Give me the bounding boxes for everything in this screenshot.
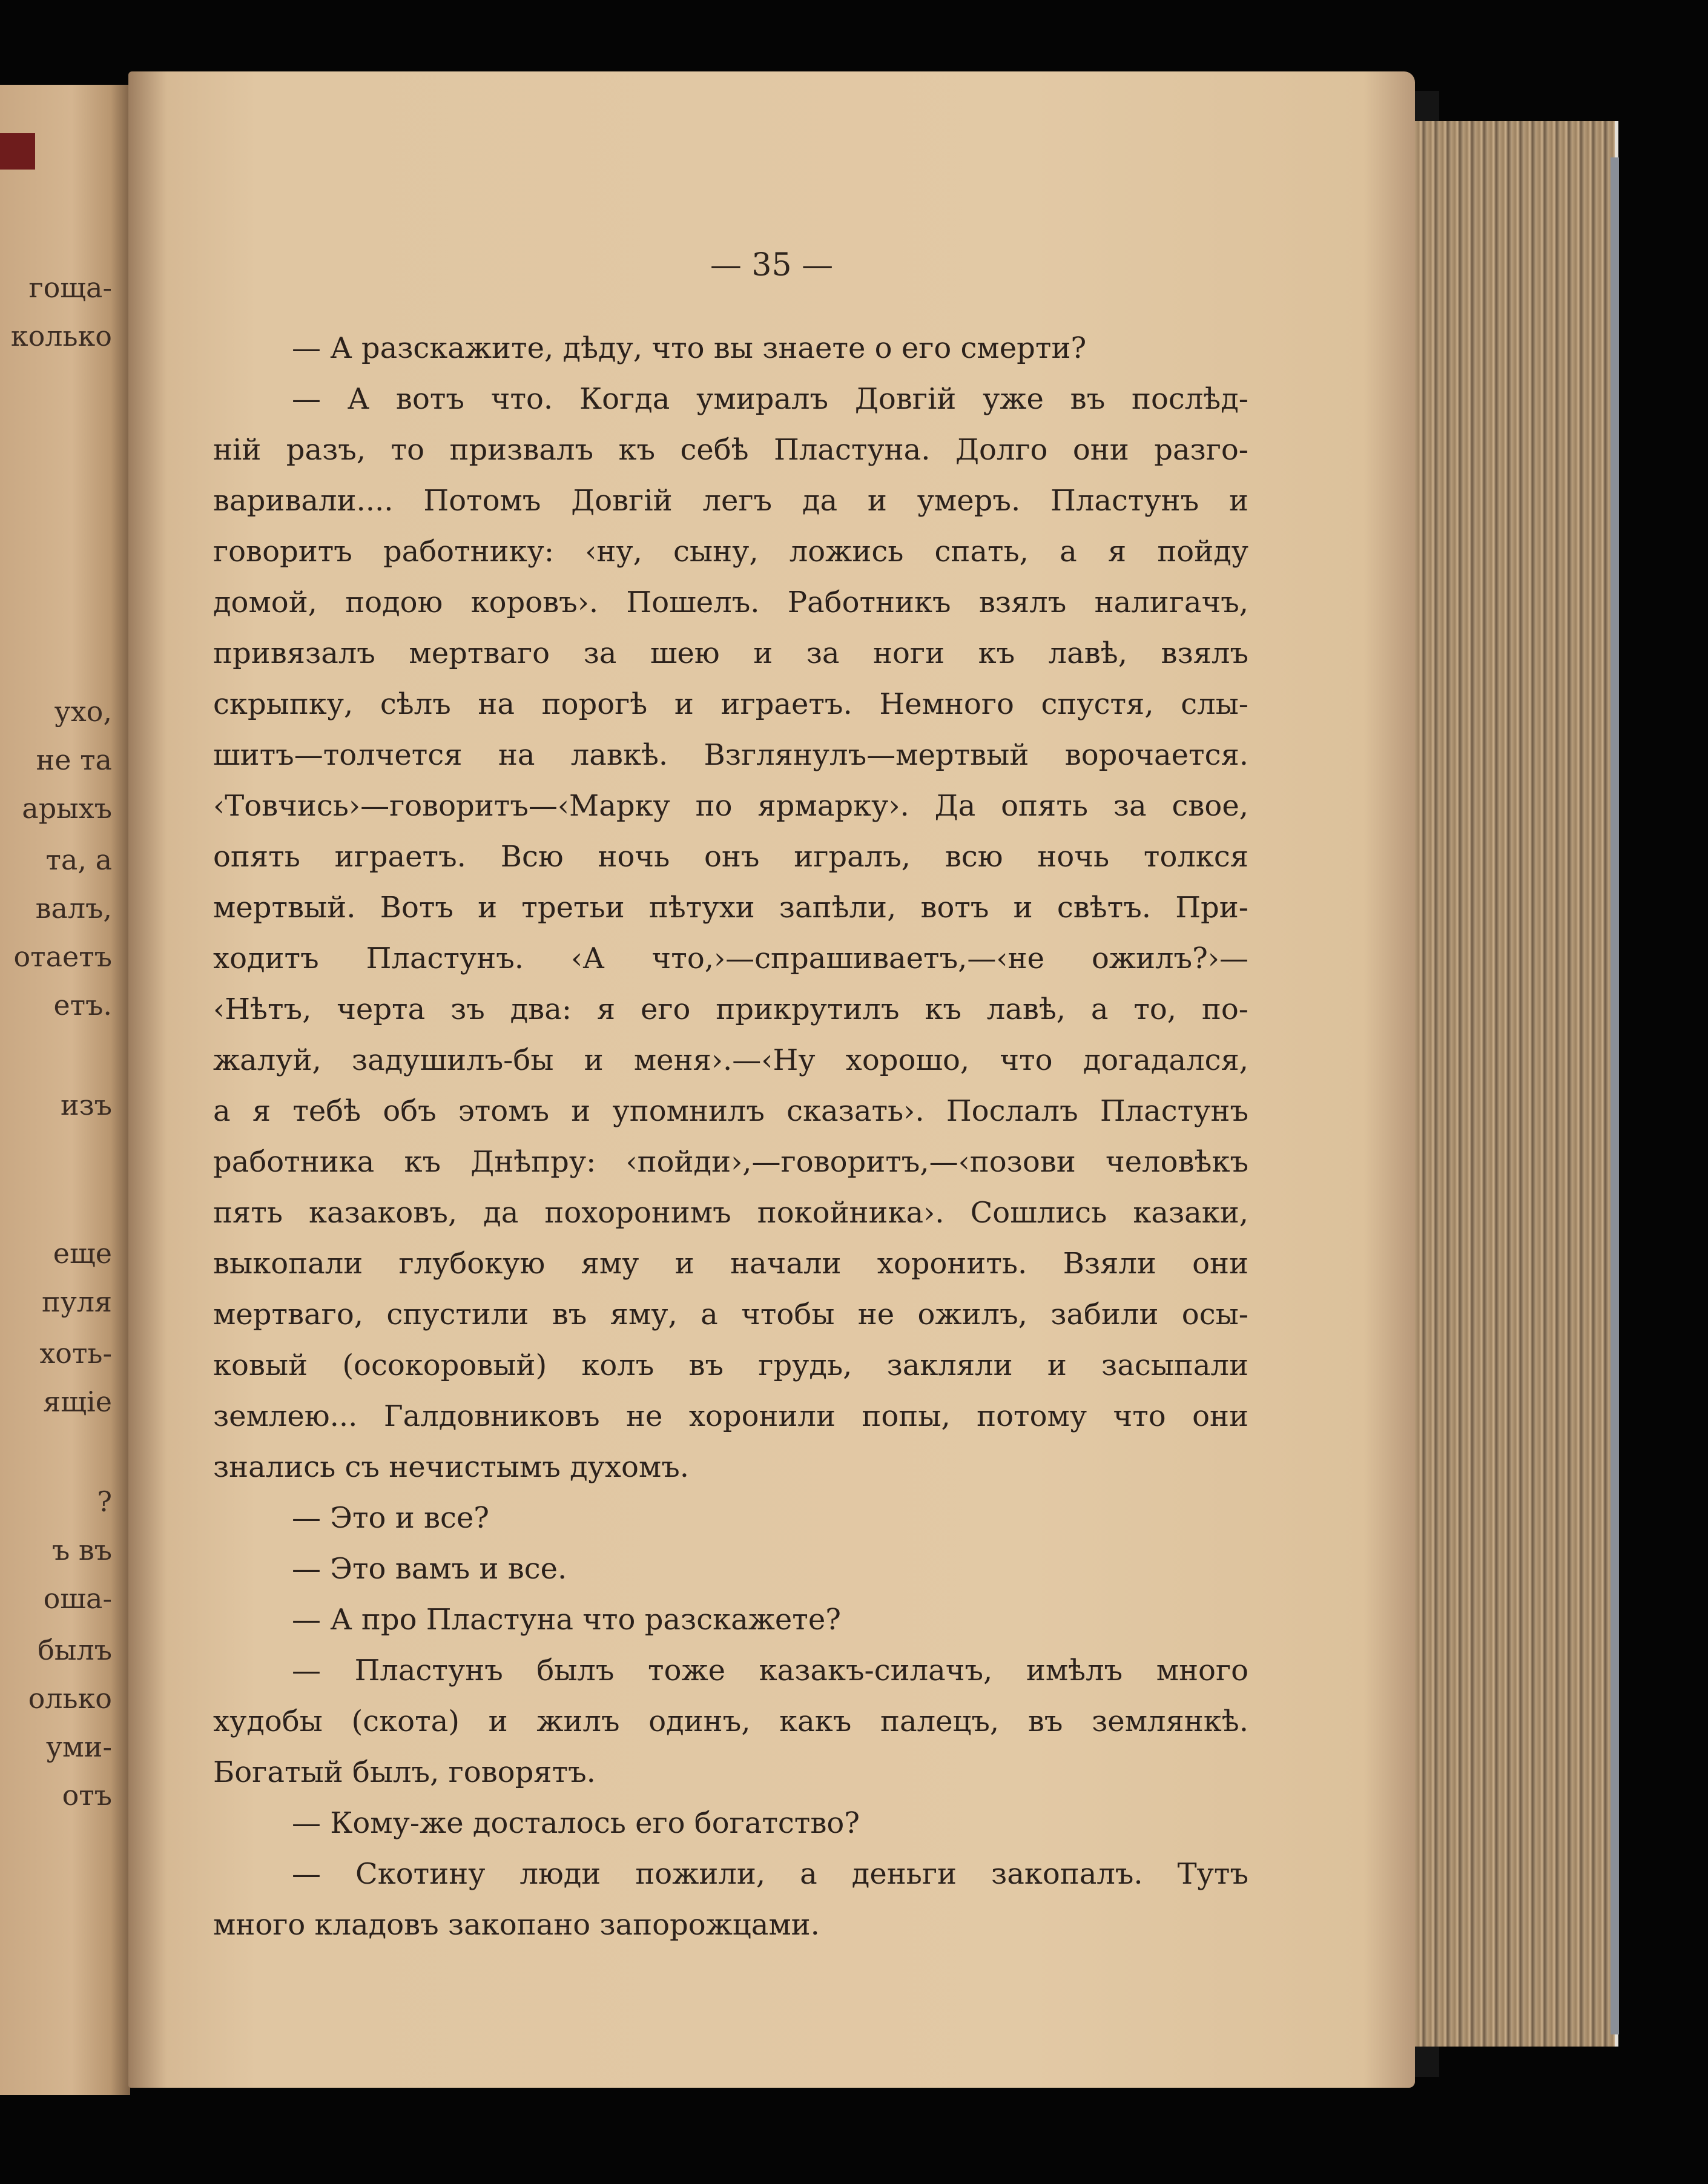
- left-fragment: валъ,: [35, 892, 112, 925]
- text-line: жалуй, задушилъ-бы и меня›.—‹Ну хорошо, что догадался,: [213, 1043, 1248, 1077]
- text-line: — Пластунъ былъ тоже казакъ-силачъ, имѣлъ много: [292, 1654, 1248, 1687]
- book-cover-edge: [1611, 157, 1619, 2034]
- page-number: — 35 —: [710, 247, 834, 283]
- left-fragment: не та: [36, 744, 112, 776]
- left-fragment: арыхъ: [22, 792, 112, 825]
- text-line: — Скотину люди пожили, а деньги закопалъ. Тутъ: [292, 1857, 1248, 1891]
- text-line: варивали.... Потомъ Довгій легъ да и умеръ. Пластунъ и: [213, 484, 1248, 518]
- text-line: землею... Галдовниковъ не хоронили попы, потому что они: [213, 1399, 1248, 1433]
- left-fragment: ящіе: [43, 1385, 112, 1418]
- text-line: ковый (осокоровый) колъ въ грудь, закляли и засыпали: [213, 1348, 1248, 1382]
- left-fragment: ухо,: [54, 695, 112, 728]
- text-line: — Это вамъ и все.: [292, 1552, 567, 1586]
- left-fragment: ъ въ: [51, 1534, 112, 1566]
- text-line: знались съ нечистымъ духомъ.: [213, 1450, 690, 1484]
- left-fragment: уми-: [45, 1730, 112, 1763]
- text-line: — Кому-же досталось его богатство?: [292, 1806, 860, 1840]
- text-line: работника къ Днѣпру: ‹пойди›,—говоритъ,—‹позови человѣкъ: [213, 1145, 1248, 1179]
- left-fragment: та, а: [45, 843, 112, 876]
- left-fragment: етъ.: [53, 989, 112, 1021]
- text-line: худобы (скота) и жилъ одинъ, какъ палецъ, въ землянкѣ.: [213, 1704, 1248, 1738]
- left-fragment: гоща-: [28, 271, 112, 304]
- text-line: ній разъ, то призвалъ къ себѣ Пластуна. Долго они разго-: [213, 433, 1248, 467]
- text-line: привязалъ мертваго за шею и за ноги къ лавѣ, взялъ: [213, 636, 1248, 670]
- page-35: [128, 71, 1415, 2088]
- left-fragment: оша-: [43, 1582, 112, 1615]
- text-line: ‹Товчись›—говоритъ—‹Марку по ярмарку›. Да опять за свое,: [213, 789, 1248, 823]
- text-line: домой, подою коровъ›. Пошелъ. Работникъ взялъ налигачъ,: [213, 586, 1248, 619]
- left-fragment: отъ: [62, 1779, 112, 1812]
- text-line: ‹Нѣтъ, черта зъ два: я его прикрутилъ къ лавѣ, а то, по-: [213, 992, 1248, 1026]
- left-fragment: изъ: [60, 1089, 112, 1121]
- text-line: говоритъ работнику: ‹ну, сыну, ложись спать, а я пойду: [213, 535, 1248, 569]
- text-line: скрыпку, сѣлъ на порогѣ и играетъ. Немного спустя, слы-: [213, 687, 1248, 721]
- text-line: Богатый былъ, говорятъ.: [213, 1755, 596, 1789]
- left-fragment: отаетъ: [13, 940, 112, 973]
- text-line: — А про Пластуна что разскажете?: [292, 1603, 841, 1637]
- binding-ribbon: [0, 133, 35, 170]
- text-line: много кладовъ закопано запорожцами.: [213, 1908, 820, 1942]
- text-line: а я тебѣ объ этомъ и упомнилъ сказать›. Послалъ Пластунъ: [213, 1094, 1248, 1128]
- text-line: — А вотъ что. Когда умиралъ Довгій уже въ послѣд-: [292, 382, 1248, 416]
- left-fragment: пуля: [42, 1285, 112, 1318]
- left-fragment: еще: [53, 1237, 112, 1270]
- left-fragment: ?: [97, 1485, 112, 1518]
- text-line: — Это и все?: [292, 1501, 489, 1535]
- text-line: — А разскажите, дѣду, что вы знаете о его смерти?: [292, 331, 1087, 365]
- left-fragment: олько: [28, 1682, 112, 1715]
- text-line: опять играетъ. Всю ночь онъ игралъ, всю ночь толкся: [213, 840, 1248, 874]
- previous-page: [0, 85, 130, 2095]
- left-fragment: былъ: [38, 1634, 112, 1666]
- left-fragment: колько: [10, 320, 112, 352]
- text-line: выкопали глубокую яму и начали хоронить. Взяли они: [213, 1247, 1248, 1281]
- text-line: ходитъ Пластунъ. ‹А что,›—спрашиваетъ,—‹не ожилъ?›—: [213, 942, 1248, 975]
- text-line: мертваго, спустили въ яму, а чтобы не ожилъ, забили осы-: [213, 1298, 1248, 1331]
- text-line: мертвый. Вотъ и третьи пѣтухи запѣли, вотъ и свѣтъ. При-: [213, 891, 1248, 925]
- page-stack-edges: [1415, 121, 1618, 2047]
- left-fragment: хоть-: [39, 1337, 112, 1370]
- text-line: шитъ—толчется на лавкѣ. Взглянулъ—мертвый ворочается.: [213, 738, 1248, 772]
- text-line: пять казаковъ, да похоронимъ покойника›. Сошлись казаки,: [213, 1196, 1248, 1230]
